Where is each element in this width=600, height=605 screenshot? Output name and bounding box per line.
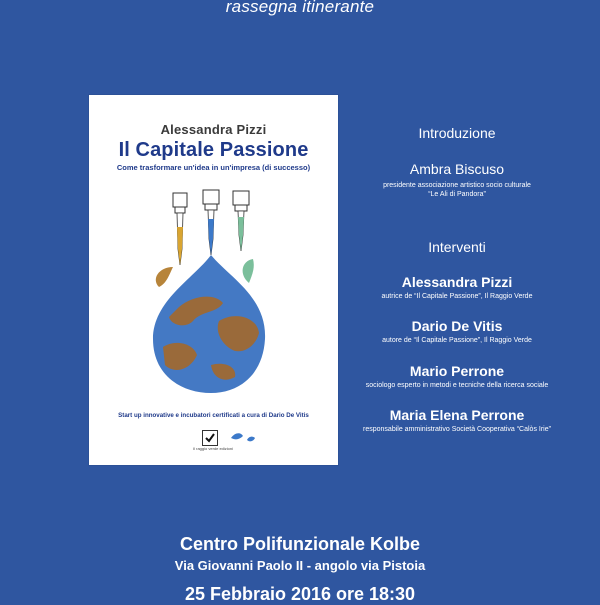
event-date: 25 Febbraio 2016 ore 18:30 (184, 584, 416, 604)
speaker-1 (342, 274, 572, 301)
book-title: Il Capitale Passione (118, 139, 309, 161)
event-venue: Centro Polifunzionale Kolbe (179, 534, 420, 554)
speaker-intro (342, 161, 572, 199)
publisher-logo (202, 430, 218, 446)
speaker-name: Alessandra Pizzi (401, 274, 513, 290)
dropper-green (233, 191, 249, 251)
dropper-yellow (173, 193, 187, 265)
section-interventi (342, 239, 572, 255)
book-subtitle: Come trasformare un'idea in un'impresa (di successo) (116, 163, 311, 172)
book-publisher: Il raggio verde edizioni (193, 446, 234, 451)
book-cover-image (89, 95, 338, 465)
speaker-role: presidente associazione artistico socio culturale (383, 182, 531, 189)
speaker-role: autore de “Il Capitale Passione”, Il Raggio Verde (382, 337, 532, 344)
book-footer: Start up innovative e incubatori certificati a cura di Dario De Vitis (118, 412, 309, 419)
decorative-drops (229, 430, 259, 444)
speaker-2 (342, 318, 572, 345)
header-subtitle: rassegna itinerante (225, 0, 375, 16)
heading-interventi: Interventi (428, 239, 486, 255)
speaker-4 (342, 407, 572, 434)
speaker-role: sociologo esperto in metodi e tecniche della ricerca sociale (365, 382, 549, 389)
speaker-name: Mario Perrone (409, 363, 505, 379)
speaker-role: responsabile amministrativo Società Cooperativa “Calòs Irie” (363, 426, 551, 433)
speaker-name: Ambra Biscuso (409, 161, 505, 177)
speaker-3 (342, 363, 572, 390)
book-illustration (89, 179, 338, 399)
speaker-name: Maria Elena Perrone (389, 407, 525, 423)
dropper-blue (203, 190, 219, 255)
speaker-role: autrice de “Il Capitale Passione”, Il Raggio Verde (381, 293, 533, 300)
speaker-name: Dario De Vitis (411, 318, 503, 334)
section-introduzione (342, 125, 572, 141)
book-author: Alessandra Pizzi (160, 122, 267, 137)
speaker-role-org: “Le Ali di Pandora” (428, 191, 486, 198)
heading-introduzione: Introduzione (418, 125, 496, 141)
event-address: Via Giovanni Paolo II - angolo via Pistoia (174, 558, 426, 573)
